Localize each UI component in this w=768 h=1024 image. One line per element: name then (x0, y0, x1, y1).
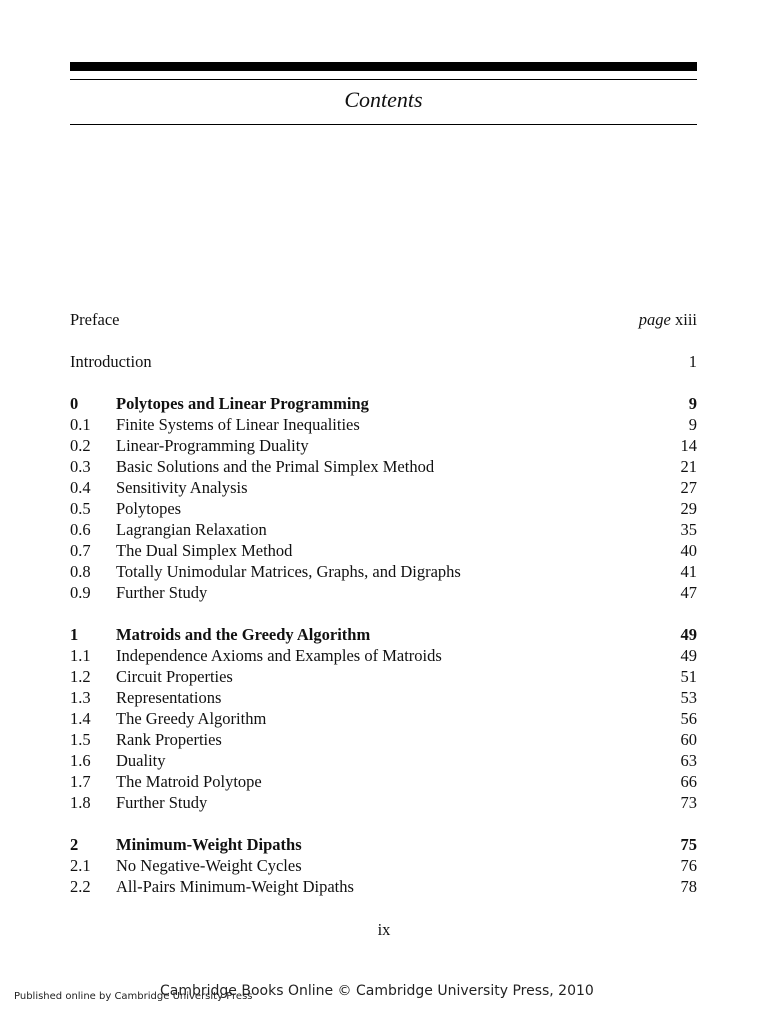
toc-page-number: 1 (688, 352, 697, 371)
toc-section-number: 1.5 (70, 730, 91, 749)
title-rule (70, 124, 697, 125)
toc-chapter-1[interactable] (70, 624, 697, 645)
toc-section[interactable] (70, 540, 697, 561)
toc-section[interactable] (70, 666, 697, 687)
toc-page-number: 49 (680, 646, 697, 665)
footer-published-online: Published online by Cambridge University Press (14, 991, 253, 1002)
toc-page-number: 66 (680, 772, 697, 791)
toc-page-number: 47 (680, 583, 697, 602)
toc-page-number: 14 (680, 436, 697, 455)
toc-section[interactable] (70, 561, 697, 582)
toc-chapter-number: 0 (70, 394, 79, 413)
table-of-contents (70, 309, 697, 897)
toc-entry-preface[interactable] (70, 309, 697, 330)
toc-section-title: Further Study (116, 793, 208, 812)
toc-section[interactable] (70, 456, 697, 477)
toc-page-number: 9 (688, 394, 697, 413)
toc-section-title: Finite Systems of Linear Inequalities (116, 415, 360, 434)
toc-page-number: 53 (680, 688, 697, 707)
toc-page-number: 78 (680, 877, 697, 896)
toc-section-number: 1.1 (70, 646, 91, 665)
toc-section-number: 2.2 (70, 877, 91, 896)
toc-chapter-2[interactable] (70, 834, 697, 855)
toc-section-title: Lagrangian Relaxation (116, 520, 267, 539)
toc-section-number: 0.3 (70, 457, 91, 476)
toc-page-number: 63 (680, 751, 697, 770)
toc-section-title: The Matroid Polytope (116, 772, 262, 791)
toc-section-title: Rank Properties (116, 730, 222, 749)
header-thick-rule (70, 62, 697, 71)
toc-page-number: 9 (688, 415, 697, 434)
toc-section[interactable] (70, 750, 697, 771)
toc-section-title: The Greedy Algorithm (116, 709, 267, 728)
toc-section-title: Independence Axioms and Examples of Matroids (116, 646, 442, 665)
toc-section[interactable] (70, 771, 697, 792)
toc-section-number: 0.9 (70, 583, 91, 602)
toc-chapter-title: Matroids and the Greedy Algorithm (116, 625, 371, 644)
toc-section-number: 1.2 (70, 667, 91, 686)
toc-section-title: No Negative-Weight Cycles (116, 856, 302, 875)
toc-chapter-number: 1 (70, 625, 79, 644)
toc-section[interactable] (70, 582, 697, 603)
footer-cambridge-books-online: Cambridge Books Online © Cambridge University Press, 2010 (160, 983, 594, 999)
toc-section-number: 1.7 (70, 772, 91, 791)
toc-section[interactable] (70, 855, 697, 876)
toc-page-number: 41 (680, 562, 697, 581)
toc-entry-introduction[interactable] (70, 351, 697, 372)
toc-page-number: 29 (680, 499, 697, 518)
toc-section[interactable] (70, 498, 697, 519)
toc-chapter-number: 2 (70, 835, 79, 854)
toc-section-title: Duality (116, 751, 166, 770)
toc-page-number: 40 (680, 541, 697, 560)
toc-section-title: Totally Unimodular Matrices, Graphs, and Digraphs (116, 562, 461, 581)
toc-section-number: 0.7 (70, 541, 91, 560)
toc-section-number: 0.6 (70, 520, 91, 539)
toc-section[interactable] (70, 519, 697, 540)
toc-section-title: Sensitivity Analysis (116, 478, 248, 497)
toc-section[interactable] (70, 435, 697, 456)
toc-section[interactable] (70, 729, 697, 750)
toc-section[interactable] (70, 792, 697, 813)
toc-section[interactable] (70, 477, 697, 498)
toc-section-title: All-Pairs Minimum-Weight Dipaths (116, 877, 354, 896)
toc-page-number: 56 (680, 709, 697, 728)
toc-section-number: 2.1 (70, 856, 91, 875)
page-folio: ix (377, 920, 391, 939)
toc-page-number: 35 (680, 520, 697, 539)
toc-section-title: Basic Solutions and the Primal Simplex Method (116, 457, 435, 476)
toc-section-title: Circuit Properties (116, 667, 233, 686)
toc-page-number: 21 (680, 457, 697, 476)
toc-page-number: 76 (680, 856, 697, 875)
toc-section-title: Linear-Programming Duality (116, 436, 309, 455)
toc-page-number: 75 (680, 835, 697, 854)
toc-chapter-0[interactable] (70, 393, 697, 414)
header-thin-rule (70, 79, 697, 80)
toc-chapter-title: Minimum-Weight Dipaths (116, 835, 302, 854)
toc-section-number: 1.6 (70, 751, 91, 770)
toc-section-title: The Dual Simplex Method (116, 541, 293, 560)
toc-label: Preface (70, 310, 120, 329)
toc-page-number: 51 (680, 667, 697, 686)
toc-section-number: 1.8 (70, 793, 91, 812)
toc-section[interactable] (70, 876, 697, 897)
toc-section-number: 0.5 (70, 499, 91, 518)
toc-section-number: 1.4 (70, 709, 91, 728)
toc-section-number: 0.2 (70, 436, 91, 455)
toc-section-title: Polytopes (116, 499, 182, 518)
toc-section-number: 0.8 (70, 562, 91, 581)
toc-section-title: Representations (116, 688, 222, 707)
toc-page (639, 309, 697, 330)
toc-section-title: Further Study (116, 583, 208, 602)
toc-section-number: 0.1 (70, 415, 91, 434)
page-title: Contents (344, 87, 423, 112)
toc-section[interactable] (70, 414, 697, 435)
toc-section-number: 1.3 (70, 688, 91, 707)
toc-section[interactable] (70, 687, 697, 708)
toc-section-number: 0.4 (70, 478, 91, 497)
toc-page-number: 73 (680, 793, 697, 812)
page-prefix: page (638, 310, 671, 329)
toc-page-number: 60 (680, 730, 697, 749)
toc-page-number: xiii (674, 310, 697, 329)
toc-label: Introduction (70, 352, 152, 371)
toc-page-number: 27 (680, 478, 697, 497)
toc-chapter-title: Polytopes and Linear Programming (116, 394, 369, 413)
toc-section[interactable] (70, 645, 697, 666)
toc-section[interactable] (70, 708, 697, 729)
toc-page-number: 49 (680, 625, 697, 644)
